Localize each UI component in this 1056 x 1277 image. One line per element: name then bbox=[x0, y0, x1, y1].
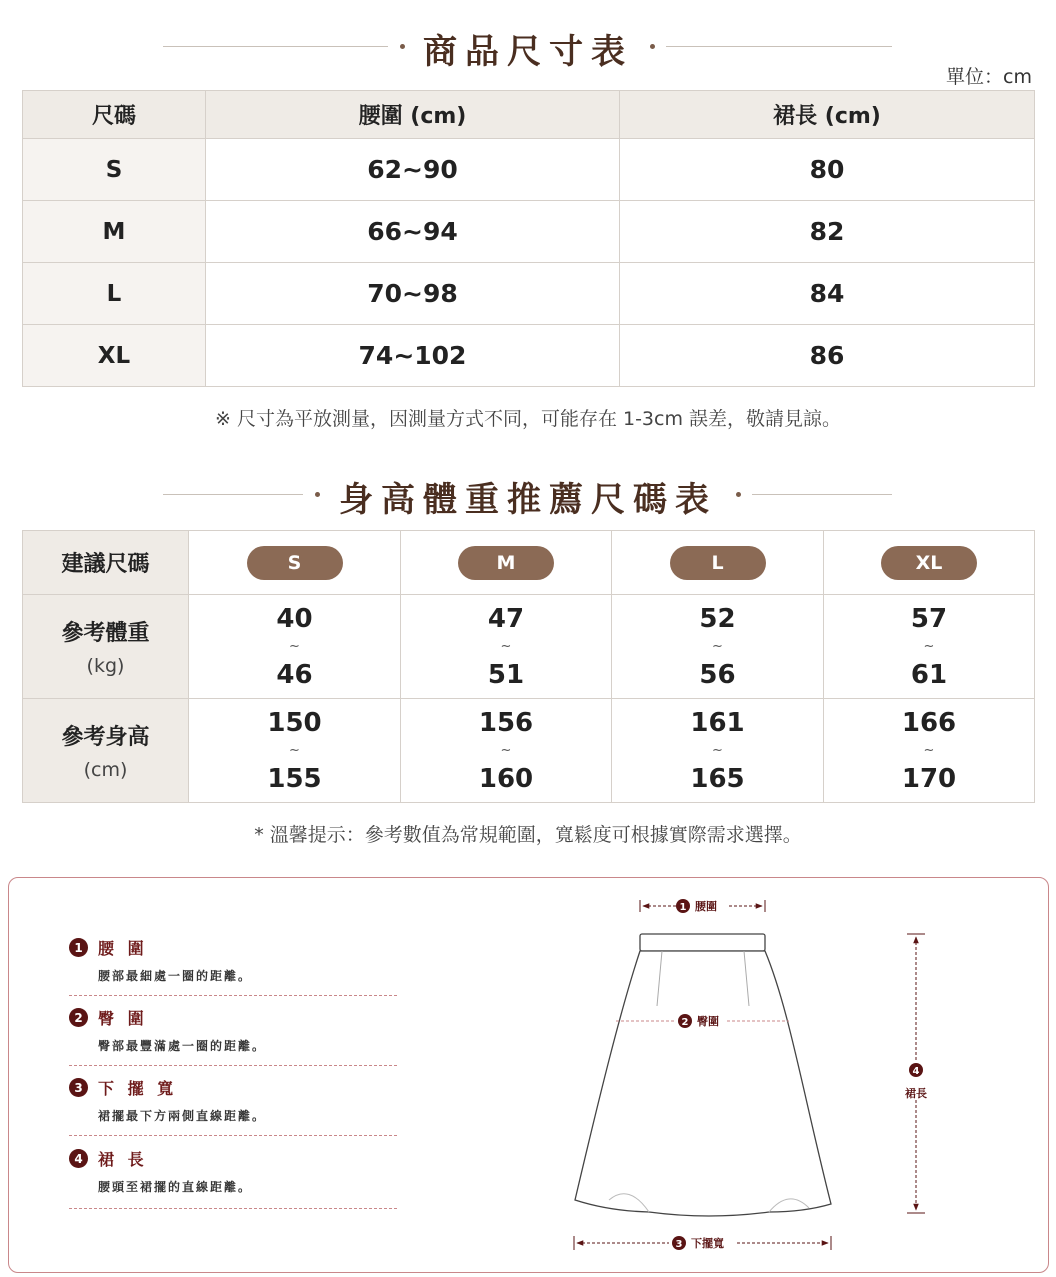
waist-cell: 66~94 bbox=[206, 201, 620, 263]
guide-item-title: 裙 長 bbox=[98, 1150, 148, 1169]
size-pill: S bbox=[247, 546, 343, 580]
range-min: 161 bbox=[690, 707, 745, 738]
range-tilde: ~ bbox=[923, 742, 935, 758]
length-cell: 86 bbox=[620, 325, 1035, 387]
range-tilde: ~ bbox=[712, 742, 723, 758]
recommend-chart-title-bar bbox=[0, 470, 1056, 520]
row-label-height bbox=[23, 699, 189, 803]
guide-item-desc: 裙擺最下方兩側直線距離。 bbox=[98, 1109, 267, 1123]
range-tilde: ~ bbox=[500, 638, 512, 654]
range-min: 57 bbox=[910, 603, 948, 634]
weight-cell bbox=[824, 595, 1035, 699]
guide-item-title: 下 擺 寬 bbox=[98, 1079, 178, 1098]
range-min: 166 bbox=[901, 707, 957, 738]
weight-label: 參考體重 bbox=[61, 621, 150, 646]
number-badge: 1 bbox=[69, 938, 88, 957]
skirt-diagram bbox=[9, 878, 1048, 1272]
range-max: 46 bbox=[276, 659, 313, 690]
length-label: 裙長 bbox=[905, 1087, 927, 1100]
range-tilde: ~ bbox=[289, 742, 300, 758]
hem-num: 3 bbox=[675, 1239, 683, 1250]
range-min: 52 bbox=[699, 603, 736, 634]
range-min: 47 bbox=[487, 603, 525, 634]
waist-num: 1 bbox=[679, 902, 687, 913]
table-row bbox=[23, 201, 1035, 263]
guide-item-desc: 臀部最豐滿處一圈的距離。 bbox=[98, 1039, 267, 1053]
title-right-line bbox=[666, 46, 892, 47]
size-table bbox=[22, 90, 1035, 387]
header-size: 尺碼 bbox=[23, 91, 206, 139]
height-cell bbox=[189, 699, 401, 803]
guide-item-title: 臀 圍 bbox=[98, 1009, 148, 1028]
number-badge: 2 bbox=[69, 1008, 88, 1027]
row-label-size: 建議尺碼 bbox=[23, 531, 189, 595]
number-badge: 4 bbox=[69, 1149, 88, 1168]
hem-label: 下擺寬 bbox=[691, 1237, 724, 1250]
length-cell: 84 bbox=[620, 263, 1035, 325]
size-cell bbox=[612, 531, 824, 595]
waist-measure-line bbox=[640, 899, 765, 913]
header-waist: 腰圍 (cm) bbox=[206, 91, 620, 139]
title-right-dot bbox=[650, 44, 655, 49]
guide-item-title: 腰 圍 bbox=[98, 939, 148, 958]
range-min: 156 bbox=[478, 707, 534, 738]
height-cell bbox=[401, 699, 612, 803]
range-tilde: ~ bbox=[500, 742, 512, 758]
weight-unit: (kg) bbox=[86, 655, 125, 677]
length-cell: 80 bbox=[620, 139, 1035, 201]
size-chart-title: 商品尺寸表 bbox=[423, 32, 633, 72]
guide-item-desc: 腰部最細處一圈的距離。 bbox=[98, 969, 253, 983]
recommend-chart-note: * 溫馨提示：參考數值為常規範圍，寬鬆度可根據實際需求選擇。 bbox=[254, 824, 802, 846]
size-cell: M bbox=[23, 201, 206, 263]
table-row bbox=[23, 263, 1035, 325]
size-cell: L bbox=[23, 263, 206, 325]
size-pill: L bbox=[670, 546, 766, 580]
range-max: 165 bbox=[690, 763, 745, 794]
hip-num: 2 bbox=[681, 1017, 689, 1028]
size-cell: S bbox=[23, 139, 206, 201]
height-cell bbox=[824, 699, 1035, 803]
size-pill: M bbox=[458, 546, 554, 580]
size-pill: XL bbox=[881, 546, 977, 580]
waist-cell: 70~98 bbox=[206, 263, 620, 325]
range-max: 51 bbox=[487, 659, 525, 690]
size-cell bbox=[401, 531, 612, 595]
title-right-line bbox=[752, 494, 892, 495]
waist-label: 腰圍 bbox=[695, 900, 717, 913]
recommend-table bbox=[22, 530, 1035, 803]
waist-cell: 74~102 bbox=[206, 325, 620, 387]
hip-label: 臀圍 bbox=[697, 1015, 719, 1028]
table-row bbox=[23, 699, 1035, 803]
waist-cell: 62~90 bbox=[206, 139, 620, 201]
length-measure-line bbox=[905, 934, 927, 1213]
weight-cell bbox=[612, 595, 824, 699]
table-row bbox=[23, 139, 1035, 201]
recommend-chart-title: 身高體重推薦尺碼表 bbox=[339, 480, 717, 520]
height-label: 參考身高 bbox=[61, 725, 150, 750]
unit-label: 單位：cm bbox=[946, 66, 1032, 88]
table-row bbox=[23, 325, 1035, 387]
range-max: 155 bbox=[267, 763, 322, 794]
size-cell bbox=[824, 531, 1035, 595]
size-cell: XL bbox=[23, 325, 206, 387]
title-right-dot bbox=[736, 492, 741, 497]
guide-item-desc: 腰頭至裙擺的直線距離。 bbox=[98, 1180, 253, 1194]
size-chart-note: ※ 尺寸為平放測量，因測量方式不同，可能存在 1-3cm 誤差，敬請見諒。 bbox=[214, 408, 842, 430]
weight-cell bbox=[401, 595, 612, 699]
hem-measure-line bbox=[574, 1236, 831, 1250]
number-badge: 3 bbox=[69, 1078, 88, 1097]
range-max: 160 bbox=[478, 763, 534, 794]
skirt-outline bbox=[575, 934, 831, 1216]
header-length: 裙長 (cm) bbox=[620, 91, 1035, 139]
range-max: 56 bbox=[699, 659, 736, 690]
length-cell: 82 bbox=[620, 201, 1035, 263]
range-tilde: ~ bbox=[923, 638, 935, 654]
height-cell bbox=[612, 699, 824, 803]
measurement-guide bbox=[8, 877, 1049, 1273]
length-num: 4 bbox=[912, 1066, 920, 1077]
table-row bbox=[23, 595, 1035, 699]
range-max: 170 bbox=[901, 763, 957, 794]
range-min: 40 bbox=[276, 603, 313, 634]
range-min: 150 bbox=[267, 707, 322, 738]
size-table-header-row bbox=[23, 91, 1035, 139]
height-unit: (cm) bbox=[83, 759, 128, 781]
range-max: 61 bbox=[910, 659, 948, 690]
row-label-weight bbox=[23, 595, 189, 699]
size-chart-title-bar bbox=[0, 22, 1056, 72]
size-cell bbox=[189, 531, 401, 595]
range-tilde: ~ bbox=[712, 638, 723, 654]
table-row bbox=[23, 531, 1035, 595]
weight-cell bbox=[189, 595, 401, 699]
range-tilde: ~ bbox=[289, 638, 300, 654]
